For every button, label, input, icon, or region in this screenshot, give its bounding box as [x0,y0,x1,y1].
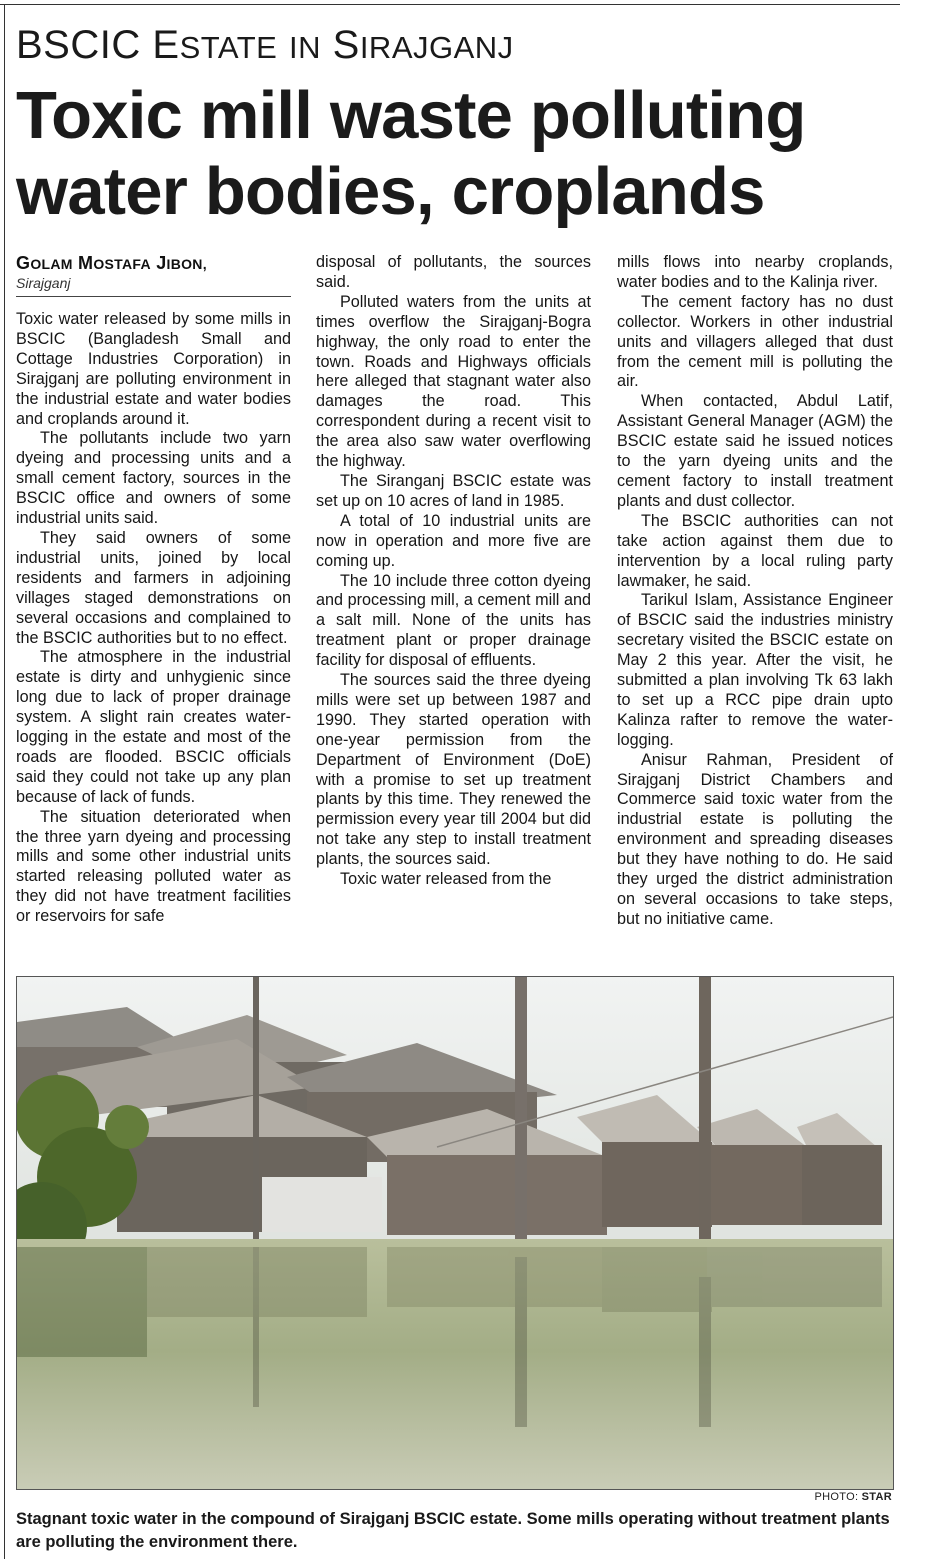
photo-illustration [17,977,893,1489]
article-paragraph: A total of 10 industrial units are now in operation and more five are coming up. [316,511,591,570]
kicker-word [289,23,321,67]
article-paragraph: Tarikul Islam, Assistance Engineer of BSCIC said the industries ministry secretary visited the BSCIC estate on May 2 this year. After the visit, he submitted a plan involving Tk 63 lakh to set up a RCC pipe drain upto Kalinza rafter to remove the water-logging. [617,591,893,749]
article-column-3 [617,253,893,930]
article-paragraph: Toxic water released by some mills in BSCIC (Bangladesh Small and Cottage Industries Corporation) in Sirajganj are polluting environment in the industrial estate and water bodies and croplands around it. [16,310,291,428]
byline-cap: J [156,253,167,273]
photo-credit-source: STAR [861,1491,892,1503]
byline-smallcaps: OSTAFA [93,256,151,272]
article-paragraph: disposal of pollutants, the sources said. [316,253,591,291]
byline-cap: G [16,253,31,273]
article-paragraph: Toxic water released from the [340,870,552,889]
byline-author [16,252,291,275]
kicker-word [152,23,277,67]
byline [16,252,291,297]
frame-top-rule [0,4,900,5]
kicker-smallcaps: IRAJGANJ [359,30,514,65]
byline-word [156,253,207,273]
photo-credit [700,1491,892,1504]
article-paragraph: The situation deteriorated when the three yarn dyeing and processing mills and some other industrial units started releasing polluted water as they did not have treatment facilities or reservoirs for safe [16,807,291,926]
kicker-cap: S [332,23,360,67]
news-photo [16,976,894,1490]
article-column-1 [16,310,291,927]
kicker-smallcaps: STATE [179,30,278,65]
kicker-word [333,23,514,67]
byline-smallcaps: IBON, [166,256,207,272]
headline: Toxic mill waste polluting water bodies, croplands [16,78,806,229]
article-paragraph: Anisur Rahman, President of Sirajganj District Chambers and Commerce said toxic water from the industrial estate is polluting the environment and spreading diseases but they have nothing to do. He said they urged the district administration on several occasions to take steps, but no initiative came. [617,750,893,928]
byline-word [78,253,151,273]
article-paragraph: When contacted, Abdul Latif, Assistant General Manager (AGM) the BSCIC estate said he issued notices to the yarn dyeing units and the cement factory to install treatment plants and dust collector. [617,392,893,510]
photo-caption: Stagnant toxic water in the compound of Sirajganj BSCIC estate. Some mills operating without treatment plants are polluting the environment there. [16,1510,890,1551]
article-paragraph: The pollutants include two yarn dyeing and processing units and a small cement factory, sources in the BSCIC office and owners of some industrial units said. [16,429,291,528]
byline-dateline: Sirajganj [16,275,71,291]
byline-rule [16,296,291,297]
article-paragraph: The Siranganj BSCIC estate was set up on 10 acres of land in 1985. [316,471,591,510]
kicker-cap: BSCIC [16,23,141,67]
kicker-smallcaps: IN [289,30,321,65]
section-kicker [16,20,896,73]
article-paragraph: mills flows into nearby croplands, water bodies and to the Kalinja river. [617,253,893,291]
byline-smallcaps: OLAM [30,256,73,272]
article-paragraph: Polluted waters from the units at times overflow the Sirajganj-Bogra highway, the only road to enter the town. Roads and Highways officials here alleged that stagnant water also damages the road. This correspondent during a recent visit to the area also saw water overflowing the highway. [316,292,591,471]
article-paragraph: They said owners of some industrial units, joined by local residents and farmers in adjoining villages staged demonstrations on several occasions and complained to the BSCIC authorities but to no effect. [16,528,291,647]
article-paragraph: The cement factory has no dust collector. Workers in other industrial units and villagers alleged that dust from the cement mill is polluting the air. [617,292,893,391]
byline-cap: M [78,253,94,273]
article-paragraph: The atmosphere in the industrial estate is dirty and unhygienic since long due to lack of proper drainage system. A slight rain creates water-logging in the estate and most of the roads are flooded. BSCIC officials said they could not take up any plan because of lack of funds. [16,648,291,806]
byline-word [16,253,73,273]
article-paragraph: The 10 include three cotton dyeing and processing mill, a cement mill and a salt mill. None of the units has treatment plant or proper drainage facility for disposal of effluents. [316,571,591,670]
kicker-cap: E [152,23,180,67]
article-paragraph: The sources said the three dyeing mills were set up between 1987 and 1990. They started operation with one-year permission from the Department of Environment (DoE) with a promise to set up treatment plants by this time. They renewed the permission every year till 2004 but did not take any step to install treatment plants, the sources said. [316,671,591,869]
kicker-word [16,23,141,67]
photo-credit-prefix: PHOTO: [814,1491,859,1503]
article-paragraph: The BSCIC authorities can not take action against them due to intervention by a local ruling party lawmaker, he said. [617,511,893,590]
frame-left-rule [4,4,5,1559]
article-column-2 [316,253,591,890]
